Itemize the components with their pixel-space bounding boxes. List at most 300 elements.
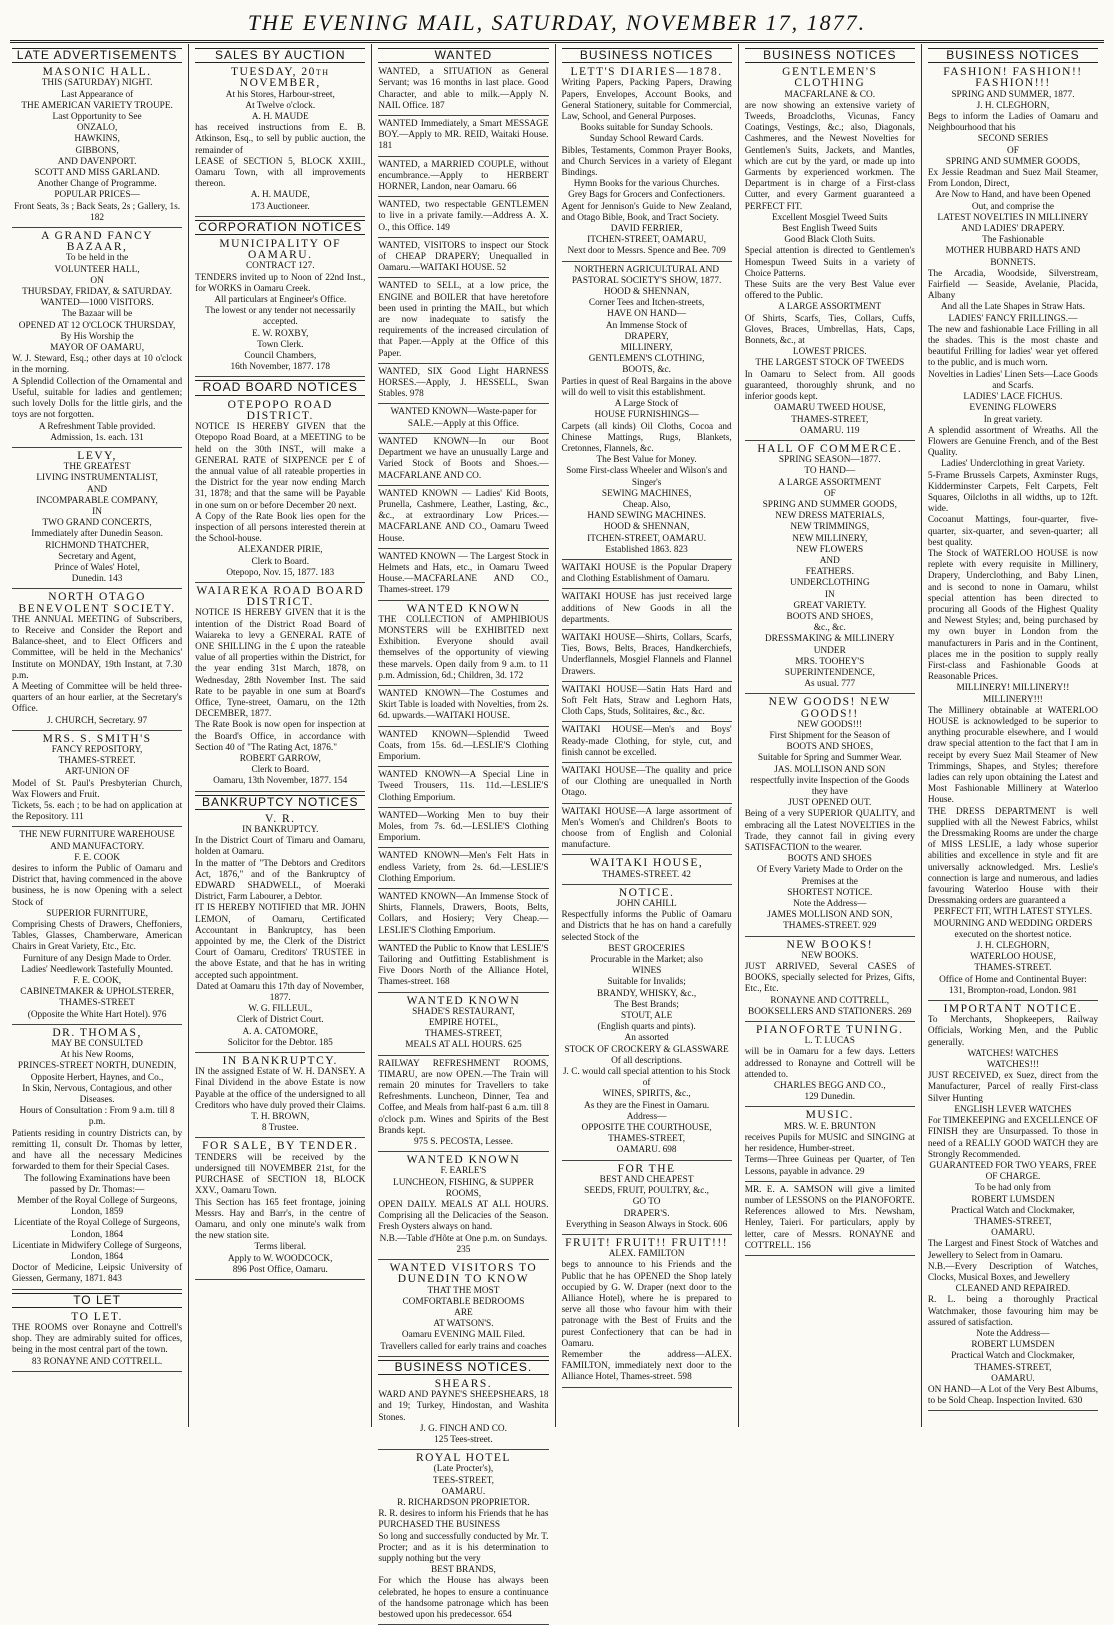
advertisement-line: F. EARLE'S — [440, 1166, 487, 1177]
advertisement — [378, 892, 548, 941]
advertisement-line: IN — [92, 506, 102, 517]
advertisement-line: N.B.—Table d'Hôte at One p.m. on Sundays. 235 — [379, 1233, 548, 1255]
advertisement-line: TUESDAY, 20th NOVEMBER, — [230, 66, 330, 90]
advertisement-line: BOOTS AND SHOES, — [786, 611, 874, 622]
advertisement-line: 8 Trustee. — [261, 1123, 299, 1134]
advertisement-line: DRAPERY, — [624, 331, 669, 342]
advertisement-line: PERFECT FIT, WITH LATEST STYLES. — [933, 907, 1093, 918]
column-2 — [188, 44, 371, 1427]
advertisement-line: The following Examinations have been passed by Dr. Thomas:— — [24, 1173, 171, 1195]
advertisement-line: Books suitable for Sunday Schools. — [580, 123, 713, 134]
advertisement-line: VOLUNTEER HALL, — [54, 264, 140, 275]
advertisement-line: A LARGE ASSORTMENT — [778, 477, 882, 488]
advertisement-line: respectfully invite Inspection of the Goods they have — [750, 775, 910, 797]
advertisement-line: UNDERCLOTHING — [790, 578, 870, 589]
advertisement-line: RONAYNE AND COTTRELL, — [770, 995, 890, 1006]
advertisement-line: By His Worship the — [60, 331, 134, 342]
advertisement-line: Clerk to Board. — [251, 556, 310, 567]
advertisement-line: Dated at Oamaru this 17th day of November, 1877. — [196, 981, 364, 1004]
advertisement-line: THAMES-STREET. 42 — [602, 869, 691, 880]
advertisement-line: THAMES-STREET, — [608, 1134, 686, 1145]
advertisement-line: Apply to W. WOODCOCK, — [228, 1253, 333, 1264]
advertisement-line: ROYAL HOTEL — [415, 1452, 511, 1465]
advertisement-line: AND DAVENPORT. — [57, 156, 137, 167]
advertisement-line: 16th November, 1877. 178 — [230, 362, 331, 373]
advertisement — [195, 814, 365, 1053]
advertisement-line: OAMARU TWEED HOUSE, — [773, 403, 886, 414]
advertisement — [12, 1312, 182, 1372]
advertisement-line: SCOTT AND MISS GARLAND. — [34, 168, 160, 179]
advertisement-line: Sunday School Reward Cards. — [589, 134, 704, 145]
advertisement-line: NOTICE IS HEREBY GIVEN that it is the intention of the District Road Board of Waiareka to levy a GENERAL RATE of ONE SHILLING in the £ upon the rateable value of all properties within the District, for the year ending 31st March, 1878, on Wednesday, 28th November Inst. The said Rate to be payable in one sum at Board's Office, Tyne-street, Oamaru, on the 12th DECEMBER, 1877. — [195, 608, 366, 720]
advertisement-line: Doctor of Medicine, Leipsic University of Giessen, Germany, 1871. 843 — [12, 1263, 183, 1285]
advertisement-line: MACFARLANE & CO. — [784, 89, 876, 100]
advertisement-line: Carpets (all kinds) Oil Cloths, Cocoa and Chinese Mattings, Rugs, Blankets, Cretonnes, Flannels, &c. — [561, 421, 732, 454]
section-heading: BUSINESS NOTICES — [745, 48, 915, 63]
advertisement-line: W. G. FILLEUL, — [248, 1004, 313, 1015]
advertisement — [745, 1025, 915, 1107]
advertisement — [12, 1028, 182, 1290]
advertisement — [745, 940, 915, 1022]
advertisement-line: WAITAKI HOUSE is the Popular Drapery and Clothing Establishment of Oamaru. — [561, 562, 732, 585]
advertisement-line: THE AMERICAN VARIETY TROUPE. — [21, 100, 173, 111]
advertisement-line: ON HAND—A Lot of the Very Best Albums, to be Sold Cheap. Inspection Invited. 630 — [927, 1384, 1099, 1407]
advertisement-line: THE DRESS DEPARTMENT is well supplied with all the Newest Fabrics, whilst the Dressmaking Rooms are under the charge of MISS LESLIE, a lady whose superior abilities and excellence in style and fit are universally acknowledged. Mrs. Leslie's connection is large and numerous, and ladies favouring Waterloo House with their Dressmaking orders are guaranteed a — [927, 806, 1099, 907]
advertisement-line: Council Chambers, — [244, 351, 317, 362]
advertisement-line: (English quarts and pints). — [597, 1022, 696, 1033]
advertisement — [195, 586, 365, 792]
advertisement-line: THIS (SATURDAY) NIGHT. — [41, 78, 153, 89]
advertisement — [378, 241, 548, 279]
advertisement-line: SHORTEST NOTICE. — [787, 887, 873, 898]
advertisement-line: AND — [819, 555, 840, 566]
advertisement — [562, 67, 732, 261]
advertisement-line: Otepopo, Nov. 15, 1877. 183 — [226, 567, 335, 578]
advertisement-line: &c., &c. — [813, 623, 846, 634]
advertisement-line: J. CHURCH, Secretary. 97 — [47, 715, 148, 726]
masthead-title: THE EVENING MAIL, SATURDAY, NOVEMBER 17, 1877. — [247, 10, 867, 35]
advertisement — [12, 734, 182, 828]
advertisement-line: MRS. S. SMITH'S — [42, 732, 152, 745]
advertisement-line: THAMES-STREET. — [58, 756, 136, 767]
advertisement — [378, 689, 548, 727]
advertisement-line: HOOD & SHENNAN, — [603, 287, 690, 298]
advertisement-line: WANTED, a SITUATION as General Servant; was 16 months in last place. Good Character, and able to milk.—Apply N. NAIL Office. 187 — [378, 67, 549, 111]
advertisement-line: SUPERIOR FURNITURE, — [46, 908, 148, 919]
advertisement-line: 5-Frame Brussels Carpets, Axminster Rugs, Kidderminster Carpets, Felt Carpets, Felt Squares, Oilcloths in all widths, up to 12ft. wide. — [927, 470, 1099, 515]
advertisement-line: A Refreshment Table provided. — [38, 421, 156, 432]
advertisement-line: OAMARU. — [991, 1228, 1035, 1239]
advertisement-line: BEST BRANDS, — [430, 1565, 496, 1576]
advertisement-line: WINES, SPIRITS, &c., — [602, 1089, 691, 1100]
advertisement-line: A Copy of the Rate Book lies open for the inspection of all persons interested therein at the School-house. — [195, 511, 366, 545]
advertisement-line: THE ANNUAL MEETING of Subscribers, to Receive and Consider the Report and Balance-sheet, and to Elect Officers and Committee, will be held in the Mechanics' Institute on MONDAY, 19th Instant, at 7.30 p.m. — [12, 614, 183, 681]
advertisement-line: Ladies' Needlework Tastefully Mounted. — [21, 964, 173, 975]
advertisement — [378, 407, 548, 433]
advertisement-line: To be held in the — [65, 253, 129, 264]
advertisement-line: EMPIRE HOTEL, — [428, 1018, 499, 1029]
advertisement-line: The Best Brands; — [614, 999, 679, 1010]
advertisement — [745, 444, 915, 694]
advertisement — [562, 633, 732, 682]
advertisement — [378, 200, 548, 238]
advertisement — [12, 830, 182, 1024]
advertisement-line: LIVING INSTRUMENTALIST, — [36, 473, 158, 484]
advertisement-line: THAT THE MOST — [427, 1285, 500, 1296]
advertisement-line: will be in Oamaru for a few days. Letters addressed to Ronayne and Cottrell will be attended to. — [744, 1047, 915, 1080]
advertisement-line: COMFORTABLE BEDROOMS — [402, 1296, 525, 1307]
advertisement-line: NOTICE IS HEREBY GIVEN that the Otepopo Road Board, at a MEETING to be held on the 30th INST., will make a GENERAL RATE of SIXPENCE per £ of the annual value of all rateable properties in the District for the year now ending March 31, 1878; and that the same will be Payable in one sum on or before December 20 next. — [195, 422, 366, 511]
advertisement-line: SPRING AND SUMMER GOODS, — [762, 499, 897, 510]
advertisement-line: TO HAND— — [804, 466, 856, 477]
advertisement-line: Oamaru EVENING MAIL Filed. — [401, 1330, 525, 1341]
advertisement-line: MAYOR OF OAMARU, — [50, 343, 145, 354]
advertisement-line: MILLINERY! MILLINERY!! — [956, 683, 1070, 694]
advertisement-line: F. E. COOK, — [73, 976, 122, 987]
advertisement-line: Model of St. Paul's Presbyterian Church, Wax Flowers and Fruit. — [12, 778, 183, 800]
advertisement-line: Member of the Royal College of Surgeons, London, 1859 — [17, 1195, 178, 1218]
advertisement-line: Another Change of Programme. — [37, 179, 157, 190]
advertisement-line: HAVE ON HAND— — [607, 309, 687, 320]
advertisement-line: MRS. TOOHEY'S — [795, 656, 865, 667]
advertisement-line: (Opposite the White Hart Hotel). 976 — [27, 1009, 167, 1020]
advertisement — [928, 67, 1098, 1001]
advertisement — [378, 367, 548, 405]
advertisement-line: An assorted — [624, 1033, 669, 1044]
advertisement-line: Excellent Mosgiel Tweed Suits — [771, 212, 888, 223]
advertisement-line: First Shipment for the Season of — [769, 730, 891, 741]
advertisement-line: MASONIC HALL. — [42, 66, 152, 79]
advertisement-line: Of Every Variety Made to Order on the Premises at the — [756, 865, 903, 887]
advertisement-line: Suitable for Invalids; — [607, 977, 686, 988]
section-heading: SALES BY AUCTION — [195, 48, 365, 63]
advertisement-line: Practical Watch and Clockmaker, — [951, 1351, 1075, 1362]
section-heading: BANKRUPTCY NOTICES — [195, 795, 365, 810]
advertisement-line: ITCHEN-STREET, OAMARU. — [587, 533, 707, 544]
advertisement-line: Solicitor for the Debtor. 185 — [227, 1037, 333, 1048]
advertisement-line: W. J. Steward, Esq.; other days at 10 o'clock in the morning. — [12, 354, 183, 376]
advertisement — [562, 1164, 732, 1235]
advertisement-line: WANTED KNOWN—In our Boot Department we have an unusually Large and Varied Stock of Boots and Shoes.—MACFARLANE AND CO. — [378, 436, 549, 481]
advertisement-line: Travellers called for early trains and coaches — [380, 1341, 547, 1352]
section-heading: ROAD BOARD NOTICES — [195, 380, 365, 395]
advertisement-line: Corner Tees and Itchen-streets, — [588, 298, 705, 309]
advertisement — [378, 281, 548, 363]
advertisement-line: E. W. ROXBY, — [252, 328, 309, 339]
advertisement-line: THAMES-STREET, — [974, 1216, 1052, 1227]
advertisement-line: AT WATSON'S. — [433, 1319, 494, 1330]
advertisement-line: JOHN CAHILL — [616, 899, 677, 910]
advertisement-line: ALEXANDER PIRIE, — [237, 545, 323, 556]
advertisement-line: BOOTS AND SHOES — [787, 854, 872, 865]
advertisement-line: Admission, 1s. each. 131 — [50, 432, 144, 443]
advertisement-line: AND — [87, 484, 108, 495]
advertisement-line: Bibles, Testaments, Common Prayer Books, and Church Services in a variety of Elegant Bindings. — [561, 145, 732, 179]
advertisement-line: NEW MILLINERY, — [792, 533, 868, 544]
advertisement-line: TO LET. — [71, 1310, 123, 1323]
advertisement-line: 896 Post Office, Oamaru. — [232, 1264, 328, 1275]
advertisement-line: SUPERINTENDENCE, — [784, 667, 875, 678]
advertisement-line: WANTED KNOWN—Men's Felt Hats in endless Variety, from 2s. 6d.—LESLIE'S Clothing Emporium. — [378, 851, 549, 884]
advertisement — [378, 437, 548, 486]
advertisement-line: WANTED, SIX Good Light HARNESS HORSES.—Apply, J. HESSELL, Swan Stables. 978 — [378, 366, 549, 400]
advertisement-line: BOOKSELLERS AND STATIONERS. 269 — [748, 1006, 912, 1017]
advertisement-line: R. R. desires to inform his Friends that he has PURCHASED THE BUSINESS — [378, 1509, 549, 1531]
advertisement-line: Front Seats, 3s ; Back Seats, 2s ; Gallery, 1s. 182 — [14, 201, 181, 223]
advertisement-line: DRESSMAKING & MILLINERY — [764, 634, 895, 645]
advertisement-line: WAITAKI HOUSE—Shirts, Collars, Scarfs, Ties, Bows, Belts, Braces, Handkerchiefs, Underflannels, Mosgiel Flannels and Flannel Drawers. — [561, 632, 732, 677]
advertisement — [378, 730, 548, 768]
advertisement-line: The Best Value for Money. — [596, 455, 697, 466]
advertisement — [745, 1185, 915, 1256]
advertisement-line: HAWKINS, — [74, 134, 120, 145]
advertisement-line: The Stock of WATERLOO HOUSE is now replete with every requisite in Millinery, Drapery, Underclothing, and Baby Linen, and is second to none in Oamaru, whilst special attention has been directed to procuring all Goods of the Highest Quality and Newest Styles; and, being purchased by my own buyer in London from the manufacturers in Paris and in the Continent, places me in the position to supply really First-class and Fashionable Goods at Reasonable Prices. — [927, 548, 1099, 683]
advertisement — [378, 67, 548, 116]
advertisement-line: Good Black Cloth Suits. — [784, 235, 876, 246]
columns-container — [10, 44, 1104, 1620]
advertisement-line: MUSIC. — [805, 1109, 854, 1122]
advertisement-line: In the District Court of Timaru and Oamaru, holden at Oamaru. — [195, 836, 366, 858]
advertisement-line: NOTICE. — [618, 886, 675, 899]
advertisement-line: MUNICIPALITY OF OAMARU. — [219, 238, 342, 262]
advertisement-line: ALEX. FAMILTON — [608, 1249, 685, 1260]
advertisement-line: SHADE'S RESTAURANT, — [412, 1006, 515, 1017]
advertisement-line: To be had only from — [975, 1183, 1051, 1194]
advertisement-line: NEW BOOKS! — [786, 938, 874, 951]
advertisement-line: POPULAR PRICES— — [54, 190, 140, 201]
advertisement-line: A GRAND FANCY BAZAAR, — [41, 230, 154, 254]
advertisement-line: TEES-STREET, — [432, 1475, 494, 1486]
column-4 — [555, 44, 738, 1427]
advertisement-line: 173 Auctioneer. — [250, 201, 310, 212]
advertisement-line: SPRING SEASON—1877. — [778, 455, 881, 466]
advertisement-line: A Meeting of Committee will be held three-quarters of an hour earlier, at the Secretary's Office. — [12, 681, 183, 715]
advertisement-line: Novelties in Ladies' Linen Sets—Lace Goods and Scarfs. — [928, 369, 1098, 391]
advertisement-line: Office of Home and Continental Buyer: — [939, 974, 1087, 985]
advertisement — [562, 563, 732, 589]
advertisement-line: Practical Watch and Clockmaker, — [951, 1205, 1075, 1216]
advertisement-line: The Bazaar will be — [61, 309, 133, 320]
advertisement-line: WANTED KNOWN—A Special Line in Tweed Trousers, 11s. 11d.—LESLIE'S Clothing Emporium. — [378, 770, 549, 803]
advertisement-line: OPENED AT 12 O'CLOCK THURSDAY, — [18, 320, 176, 331]
advertisement-line: WAITAKI HOUSE—Satin Hats Hard and Soft Felt Hats, Straw and Leghorn Hats, Cloth Caps, Studs, Solitaires, &c., &c. — [561, 684, 732, 718]
advertisement-line: WANTED KNOWN — [406, 1154, 521, 1167]
advertisement-line: Prince of Wales' Hotel, — [54, 562, 140, 573]
advertisement-line: IMPORTANT NOTICE. — [943, 1003, 1083, 1016]
advertisement-line: TENDERS invited up to Noon of 22nd Inst., for WORKS in Oamaru Creek. — [195, 272, 366, 294]
advertisement-line: STOUT, ALE — [620, 1011, 673, 1022]
advertisement-line: A splendid assortment of Wreaths. All the Flowers are Genuine French, and of the Best Quality. — [927, 425, 1099, 459]
advertisement-line: MOTHER HUBBARD HATS AND BONNETS. — [945, 246, 1081, 268]
advertisement-line: 975 S. PECOSTA, Lessee. — [413, 1137, 513, 1148]
section-heading: BUSINESS NOTICES. — [378, 1360, 548, 1375]
section-heading: CORPORATION NOTICES — [195, 220, 365, 235]
advertisement-line: LEVY, — [77, 449, 117, 462]
advertisement-line: JUST ARRIVED, Several CASES of BOOKS, specially selected for Prizes, Gifts, Etc., Etc. — [744, 962, 915, 995]
advertisement-line: J. C. would call special attention to his Stock of — [562, 1067, 731, 1089]
advertisement-line: 129 Dunedin. — [804, 1092, 856, 1103]
advertisement — [378, 489, 548, 549]
advertisement — [195, 1056, 365, 1138]
advertisement — [378, 552, 548, 601]
column-5 — [738, 44, 921, 1427]
advertisement-line: A Large Stock of — [614, 399, 679, 410]
advertisement-line: Ex Jessie Readman and Suez Mail Steamer, From London, Direct, — [927, 168, 1099, 190]
advertisement-line: Are Now to Hand, and have been Opened Out, and comprise the — [935, 190, 1091, 212]
advertisement-line: Last Opportunity to See — [52, 112, 142, 123]
advertisement — [378, 944, 548, 993]
advertisement-line: As they are the Finest in Oamaru. — [583, 1100, 710, 1111]
advertisement-line: WANTED KNOWN—Waste-paper for SALE.—Apply at this Office. — [390, 407, 537, 429]
advertisement-line: Best English Tweed Suits — [782, 224, 878, 235]
advertisement-line: GENTLEMEN'S CLOTHING — [782, 66, 878, 90]
advertisement-line: Remember the address—ALEX. FAMILTON, immediately next door to the Alliance Hotel, Thames-street. 598 — [561, 1349, 732, 1383]
advertisement-line: WANTED the Public to Know that LESLIE'S Tailoring and Outfitting Establishment is Five Doors North of the Alliance Hotel, Thames-street. 168 — [378, 943, 549, 988]
advertisement-line: SHEARS. — [434, 1377, 493, 1390]
advertisement-line: SECOND SERIES — [977, 134, 1049, 145]
advertisement — [378, 119, 548, 157]
advertisement-line: FASHION! FASHION!! FASHION!!! — [943, 66, 1083, 90]
advertisement-line: WANTED KNOWN—The Costumes and Skirt Table is loaded with Novelties, from 2s. 6d. upwards.—WAITAKI HOUSE. — [378, 688, 549, 722]
advertisement — [745, 697, 915, 936]
advertisement-line: (Late Procter's), — [433, 1464, 494, 1475]
advertisement-line: SPRING AND SUMMER GOODS, — [945, 156, 1081, 167]
section-heading: BUSINESS NOTICES — [928, 48, 1098, 63]
advertisement-line: FEATHERS. — [805, 567, 854, 578]
advertisement-line: A LARGE ASSORTMENT — [778, 302, 882, 313]
advertisement-line: Clerk to Board. — [251, 765, 310, 776]
advertisement-line: Of all descriptions. — [611, 1055, 683, 1066]
advertisement-line: HOUSE FURNISHINGS— — [594, 410, 699, 421]
advertisement-line: TWO GRAND CONCERTS, — [42, 518, 152, 529]
advertisement-line: Writing Papers, Packing Papers, Drawing Papers, Envelopes, Account Books, and General Stationery, suitable for Commercial, Law, School, and General Purposes. — [561, 78, 732, 123]
advertisement-line: These Suits are the very Best Value ever offered to the Public. — [744, 280, 915, 302]
advertisement-line: Ladies' Underclothing in great Variety. — [941, 459, 1085, 470]
advertisement — [195, 1141, 365, 1279]
advertisement — [562, 1238, 732, 1388]
advertisement-line: UNDER — [813, 645, 846, 656]
advertisement-line: WANTED—Working Men to buy their Moles, from 7s. 6d.—LESLIE'S Clothing Emporium. — [378, 810, 549, 844]
advertisement-line: NORTH OTAGO BENEVOLENT SOCIETY. — [18, 591, 176, 615]
advertisement-line: In the matter of "The Debtors and Creditors Act, 1876," and of the Bankruptcy of EDWARD SHADWELL, of Moeraki District, Farm Labourer, a Debtor. — [195, 858, 366, 903]
advertisement-line: LOWEST PRICES. — [792, 347, 867, 358]
advertisement-line: LADIES' FANCY FRILLINGS.— — [948, 313, 1078, 324]
advertisement-line: R. L. being a thoroughly Practical Watchmaker, those favouring him may be assured of satisfaction. — [927, 1295, 1099, 1328]
advertisement-line: OAMARU. — [991, 1373, 1035, 1384]
advertisement-line: FOR THE — [617, 1162, 676, 1175]
advertisement-line: So long and successfully conducted by Mr. T. Procter; and as it is his determination to supply nothing but the very — [378, 1531, 549, 1564]
advertisement-line: WANTED KNOWN—An Immense Stock of Shirts, Flannels, Drawers, Boots, Belts, Collars, and Hosiery; Very Cheap.—LESLIE'S Clothing Emporium. — [378, 892, 549, 936]
advertisement-line: WANTED VISITORS TO DUNEDIN TO KNOW — [389, 1262, 538, 1286]
advertisement-line: ENGLISH LEVER WATCHES — [954, 1104, 1072, 1115]
advertisement-line: HAND SEWING MACHINES. — [587, 511, 706, 522]
advertisement-line: THE LARGEST STOCK OF TWEEDS — [755, 358, 905, 369]
advertisement-line: Begs to inform the Ladies of Oamaru and Neighbourhood that his — [927, 112, 1099, 134]
advertisement-line: BOOTS AND SHOES, — [786, 742, 874, 753]
advertisement-line: Procurable in the Market; also — [590, 955, 703, 966]
section-heading: LATE ADVERTISEMENTS — [12, 48, 182, 63]
advertisement-line: WAITAKI HOUSE—The quality and price of our Clothing are unequalled in North Otago. — [561, 765, 732, 799]
advertisement-line: As usual. 777 — [804, 679, 856, 690]
advertisement-line: OAMARU. 119 — [799, 425, 860, 436]
advertisement — [12, 592, 182, 730]
advertisement-line: NORTHERN AGRICULTURAL AND PASTORAL SOCIETY'S SHOW, 1877. — [571, 264, 722, 286]
advertisement-line: ROBERT LUMSDEN — [971, 1194, 1055, 1205]
advertisement-line: JAMES MOLLISON AND SON, — [767, 910, 893, 921]
advertisement-line: Established 1863. 823 — [605, 544, 688, 555]
advertisement-line: JAS. MOLLISON AND SON — [774, 764, 886, 775]
advertisement-line: 131, Brompton-road, London. 981 — [948, 985, 1077, 996]
advertisement-line: CHARLES BEGG AND CO., — [773, 1081, 886, 1092]
advertisement — [562, 592, 732, 630]
column-6 — [921, 44, 1104, 1427]
advertisement — [378, 996, 548, 1056]
advertisement-line: WAITAKI HOUSE—Men's and Boys' Ready-made Clothing, for style, cut, and finish cannot be excelled. — [561, 725, 732, 758]
advertisement-line: GREAT VARIETY. — [793, 600, 867, 611]
advertisement-line: N.B.—Every Description of Watches, Clocks, Musical Boxes, and Jewellery — [927, 1261, 1099, 1283]
advertisement-line: OAMARU. 698 — [616, 1145, 677, 1156]
advertisement-line: STOCK OF CROCKERY & GLASSWARE — [564, 1044, 729, 1055]
advertisement-line: Clerk of District Court. — [236, 1015, 324, 1026]
advertisement-line: Respectfully informs the Public of Oamaru and Districts that he has on hand a carefully selected Stock of the — [561, 910, 732, 943]
advertisement-line: WANTED KNOWN—Splendid Tweed Coats, from 15s. 6d.—LESLIE'S Clothing Emporium. — [378, 729, 549, 762]
advertisement-line: L. T. LUCAS — [804, 1036, 855, 1047]
advertisement-line: BRANDY, WHISKY, &c., — [597, 988, 697, 999]
advertisement-line: RICHMOND THATCHER, — [45, 540, 149, 551]
advertisement-line: INCOMPARABLE COMPANY, — [36, 495, 158, 506]
advertisement-line: WANTED Immediately, a Smart MESSAGE BOY.—Apply to MR. REID, Waitaki House. 181 — [378, 119, 549, 152]
advertisement-line: ONZALO, — [76, 123, 118, 134]
advertisement-line: T. H. BROWN, — [251, 1112, 310, 1123]
advertisement-line: WINES — [631, 966, 662, 977]
advertisement-line: SPRING AND SUMMER, 1877. — [951, 89, 1075, 100]
advertisement-line: Being of a very SUPERIOR QUALITY, and embracing all the Latest NOVELTIES in the Trade, they cannot fail in giving every SATISFACTION to the wearer. — [744, 809, 915, 854]
advertisement-line: V. R. — [264, 812, 296, 825]
advertisement-line: Opposite Herbert, Haynes, and Co., — [30, 1072, 164, 1083]
advertisement-line: A. H. MAUDE, — [250, 190, 310, 201]
advertisement-line: ON — [90, 275, 104, 286]
advertisement-line: SEWING MACHINES, — [601, 488, 692, 499]
advertisement-line: OF — [1007, 145, 1019, 156]
column-3 — [371, 44, 554, 1620]
advertisement-line: Terms liberal. — [254, 1242, 306, 1253]
advertisement — [928, 1004, 1098, 1411]
advertisement-line: ROBERT LUMSDEN — [971, 1340, 1055, 1351]
advertisement-line: J. H. CLEGHORN, — [976, 941, 1050, 952]
advertisement — [562, 766, 732, 804]
advertisement-line: At his New Rooms, — [60, 1050, 134, 1061]
advertisement-line: CLEANED AND REPAIRED. — [955, 1284, 1071, 1295]
advertisement-line: The Millinery obtainable at WATERLOO HOUSE is acknowledged to be superior to anything procurable elsewhere, and I would draw special attention to the fact that I am in receipt by every Suez Mail Steamer of New Trimmings, Shapes, and Styles; therefore ladies can rely upon obtaining the Latest and Most Fashionable Millinery at Waterloo House. — [927, 705, 1099, 806]
advertisement — [12, 451, 182, 589]
column-1 — [10, 44, 188, 1427]
advertisement — [195, 67, 365, 217]
advertisement-line: DAVID FERRIER, — [610, 224, 683, 235]
advertisement-line: WANTED, a MARRIED COUPLE, without encumbrance.—Apply to HERBERT HORNER, Landon, near Oamaru. 66 — [378, 159, 549, 193]
advertisement-line: desires to inform the Public of Oamaru and District that, having commenced in the above business, he is now Opening with a select Stock of — [12, 864, 183, 908]
advertisement — [378, 1453, 548, 1625]
advertisement-line: IN BANKRUPTCY. — [222, 1055, 338, 1068]
advertisement-line: CABINETMAKER & UPHOLSTERER, — [20, 987, 174, 998]
advertisement-line: And all the Late Shapes in Straw Hats. — [940, 302, 1085, 313]
advertisement-line: THURSDAY, FRIDAY, & SATURDAY. — [22, 287, 172, 298]
advertisement-line: Some First-class Wheeler and Wilson's and Singer's — [566, 466, 727, 488]
advertisement-line: THAMES-STREET, — [974, 1362, 1052, 1373]
advertisement-line: LUNCHEON, FISHING, & SUPPER ROOMS, — [393, 1177, 534, 1199]
advertisement — [378, 1155, 548, 1260]
advertisement-line: Oamaru, 13th November, 1877. 154 — [213, 776, 348, 787]
advertisement-line: WANTED to SELL, at a low price, the ENGINE and BOILER that have heretofore been used in printing the MAIL, but which are now inadequate to satisfy the requirements of the increased circulation of that Paper.—Apply at the Office of this Paper. — [378, 281, 549, 359]
